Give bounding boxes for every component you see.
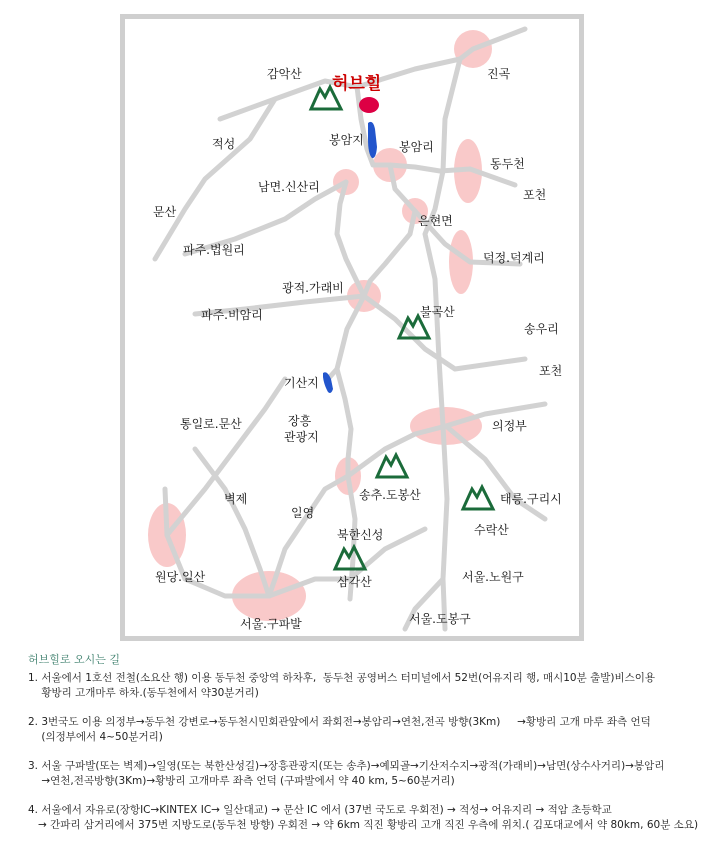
place-label: 의정부 [492, 419, 527, 433]
road [364, 165, 415, 296]
place-label: 적성 [212, 137, 236, 151]
place-label: 원당.일산 [155, 570, 206, 584]
direction-line: → 간파리 삼거리에서 375번 지방도로(동두천 방향) 우회전 → 약 6km 직진 황방리 고개 직진 우측에 위치.( 김포대교에서 약 80km, 60분 소요) [28, 819, 699, 831]
place-label: 진곡 [487, 67, 511, 81]
place-label: 서울.도봉구 [409, 612, 471, 626]
direction-item [28, 715, 698, 745]
place-label: 송우리 [524, 322, 559, 336]
place-label: 일영 [291, 506, 315, 520]
direction-line: 3. 서울 구파발(또는 벽제)→일영(또는 북한산성길)→장흥관광지(또는 송추)→예뫼골→기산저수지→광적(가래비)→남면(상수사거리)→봉암리 [28, 760, 665, 772]
place-label: 문산 [153, 205, 177, 219]
road [337, 182, 364, 296]
map-frame [120, 14, 584, 641]
place-label: 벽제 [224, 492, 248, 506]
route-map [125, 19, 579, 636]
place-label: 수락산 [474, 523, 509, 537]
place-label: 파주.법원리 [183, 243, 245, 257]
place-label: 관광지 [284, 430, 319, 444]
herbhill-brand-label: 허브힐 [332, 74, 382, 94]
directions-section [28, 652, 698, 847]
road [443, 426, 447, 629]
directions-title: 허브힐로 오시는 길 [28, 653, 121, 666]
place-label: 송추.도봉산 [359, 488, 421, 502]
place-label: 기산지 [284, 376, 319, 390]
place-label: 포천 [523, 188, 547, 202]
place-label: 덕정.덕계리 [483, 251, 545, 265]
herbhill-marker [359, 97, 379, 113]
place-label: 광적.가래비 [282, 281, 344, 295]
place-label: 서울.구파발 [240, 617, 302, 631]
direction-line: 1. 서울에서 1호선 전철(소요산 행) 이용 동두천 중앙역 하차후, 동두천 공영버스 터미널에서 52번(어유지리 행, 매시10분 출발)비스이용 [28, 672, 656, 684]
map-area [125, 19, 579, 636]
place-label: 남면.신산리 [258, 180, 320, 194]
town-highlights [148, 30, 492, 621]
place-label: 감악산 [267, 67, 302, 81]
place-label: 동두천 [490, 157, 525, 171]
place-label: 포천 [539, 364, 563, 378]
direction-line: 황방리 고개마루 하차.(동두천에서 약30분거리) [28, 687, 259, 699]
place-label: 통일로.문산 [180, 417, 242, 431]
place-label: 봉암지 [329, 133, 364, 147]
direction-item [28, 671, 698, 701]
place-labels [153, 66, 562, 631]
direction-line: 4. 서울에서 자유로(장항IC→KINTEX IC→ 일산대교) → 문산 IC 에서 (37번 국도로 우회전) → 적성→ 어유지리 → 적암 초등학교 [28, 804, 612, 816]
mountain-icon-songchu [377, 455, 407, 477]
mountain-icon-suraksan [463, 487, 493, 509]
place-label: 북한신성 [337, 528, 384, 542]
place-label: 삼각산 [337, 575, 372, 589]
place-label: 봉암리 [399, 140, 434, 154]
place-label: 장흥 [288, 414, 312, 428]
road [328, 296, 364, 379]
road [155, 99, 275, 259]
place-label: 은현면 [418, 214, 453, 228]
direction-line: →연천,전곡방향(3Km)→황방리 고개마루 좌측 언덕 (구파발에서 약 40 km, 5~60분거리) [28, 775, 455, 787]
place-label: 불곡산 [420, 305, 455, 319]
direction-line: 2. 3번국도 이용 의정부→동두천 강변로→동두천시민회관앞에서 좌회전→봉암리→연천,전곡 방향(3Km) →황방리 고개 마루 좌측 언덕 [28, 716, 651, 728]
place-label: 파주.비암리 [201, 308, 263, 322]
direction-item [28, 803, 698, 833]
place-label: 서울.노원구 [462, 570, 524, 584]
direction-line: (의정부에서 4~50분거리) [28, 731, 163, 743]
road [167, 379, 285, 535]
place-label: 태릉.구리시 [500, 492, 562, 506]
direction-item [28, 759, 698, 789]
bongamji-reservoir [368, 122, 377, 158]
